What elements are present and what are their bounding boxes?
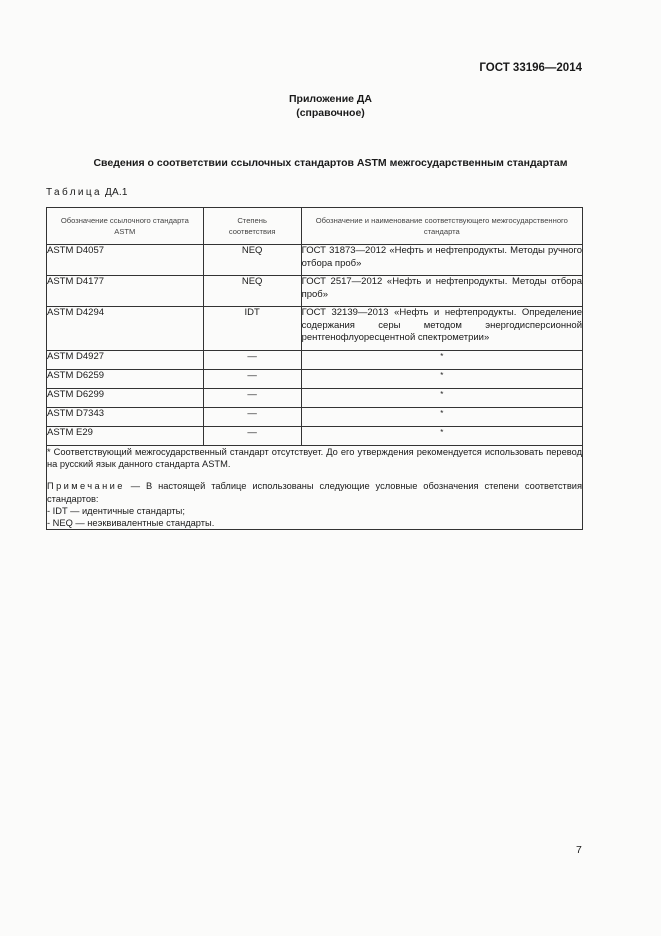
cell-degree: — — [203, 389, 301, 408]
appendix-subtitle: (справочное) — [296, 107, 365, 119]
table-row — [47, 389, 583, 408]
table-row — [47, 307, 583, 351]
cell-astm: ASTM E29 — [47, 427, 204, 446]
table-footnote: * Соответствующий межгосударственный стандарт отсутствует. До его утверждения рекомендуется использовать перевод на русский язык данного стандарта ASTM. — [47, 447, 582, 470]
cell-gost: * — [301, 389, 582, 408]
cell-astm: ASTM D6259 — [47, 370, 204, 389]
cell-degree: NEQ — [203, 276, 301, 307]
cell-gost: * — [301, 370, 582, 389]
table-notes-row — [47, 446, 583, 530]
table-caption-number: ДА.1 — [105, 187, 128, 198]
cell-gost: ГОСТ 31873—2012 «Нефть и нефтепродукты. Методы ручного отбора проб» — [301, 245, 582, 276]
cell-degree: IDT — [203, 307, 301, 351]
note-item-idt: - IDT — идентичные стандарты; — [47, 505, 185, 516]
table-row — [47, 276, 583, 307]
cell-degree: — — [203, 427, 301, 446]
appendix-title: Приложение ДА — [289, 93, 372, 105]
cell-astm: ASTM D4057 — [47, 245, 204, 276]
column-header-astm: Обозначение ссылочного стандарта ASTM — [47, 208, 204, 245]
table-row — [47, 351, 583, 370]
document-code: ГОСТ 33196—2014 — [479, 62, 582, 74]
cell-gost: * — [301, 427, 582, 446]
cell-gost: * — [301, 408, 582, 427]
cell-gost: * — [301, 351, 582, 370]
column-header-gost: Обозначение и наименование соответствующего межгосударственного стандарта — [301, 208, 582, 245]
cell-astm: ASTM D7343 — [47, 408, 204, 427]
table-row — [47, 427, 583, 446]
appendix-heading — [0, 92, 661, 120]
cell-degree: — — [203, 351, 301, 370]
column-header-degree: Степень соответствия — [203, 208, 301, 245]
note-label: Примечание — [47, 481, 125, 492]
table-caption-word: Таблица — [46, 187, 103, 198]
table-row — [47, 408, 583, 427]
table-notes — [47, 446, 583, 530]
table-note — [47, 480, 582, 504]
cell-astm: ASTM D4927 — [47, 351, 204, 370]
table-row — [47, 245, 583, 276]
note-item-neq: - NEQ — неэквивалентные стандарты. — [47, 518, 215, 529]
cell-gost: ГОСТ 32139—2013 «Нефть и нефтепродукты. Определение содержания серы методом энергодисперсионной рентгенофлуоресцентной спектрометрии» — [301, 307, 582, 351]
cell-astm: ASTM D4177 — [47, 276, 204, 307]
cell-astm: ASTM D4294 — [47, 307, 204, 351]
cell-degree: — — [203, 370, 301, 389]
cell-gost: ГОСТ 2517—2012 «Нефть и нефтепродукты. Методы отбора проб» — [301, 276, 582, 307]
table-header-row — [47, 208, 583, 245]
page-number: 7 — [576, 844, 582, 856]
note-text: — В настоящей таблице использованы следующие условные обозначения степени соответствия стандартов: — [47, 481, 582, 504]
cell-degree: — — [203, 408, 301, 427]
cell-astm: ASTM D6299 — [47, 389, 204, 408]
section-title: Сведения о соответствии ссылочных стандартов ASTM межгосударственным стандартам — [93, 157, 568, 169]
correspondence-table — [46, 207, 583, 530]
table-row — [47, 370, 583, 389]
table-caption — [46, 187, 128, 198]
cell-degree: NEQ — [203, 245, 301, 276]
